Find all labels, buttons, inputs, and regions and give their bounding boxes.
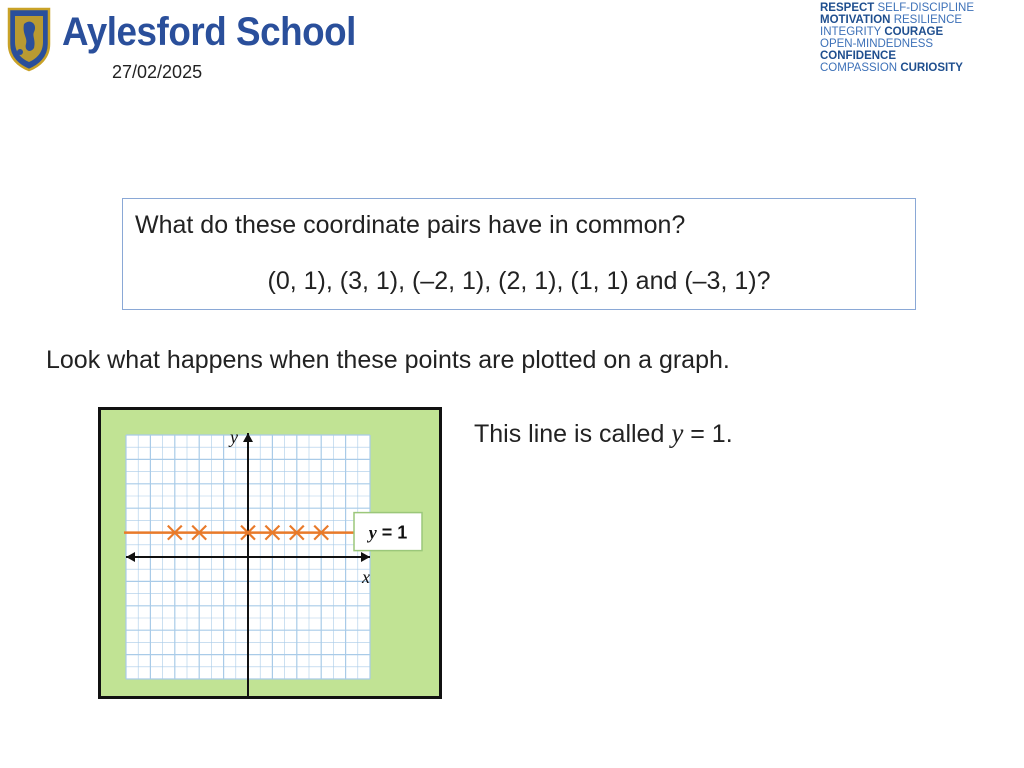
x-axis-label: x	[362, 567, 370, 587]
caption-suffix: = 1.	[683, 420, 733, 448]
line-name-caption	[474, 418, 733, 449]
value-word: CONFIDENCE	[820, 50, 897, 62]
school-crest-logo	[6, 6, 52, 72]
graph-panel	[98, 407, 442, 699]
question-box	[122, 198, 916, 310]
value-word: SELF-DISCIPLINE	[877, 2, 975, 14]
value-word: CURIOSITY	[900, 62, 963, 74]
line-label-text	[367, 523, 408, 543]
line-label-variable: y	[368, 522, 377, 543]
caption-prefix: This line is called	[474, 420, 672, 448]
values-row	[820, 2, 1022, 14]
value-word: RESILIENCE	[893, 14, 963, 26]
coordinate-pairs-text: (0, 1), (3, 1), (–2, 1), (2, 1), (1, 1) and (–3, 1)?	[267, 267, 771, 295]
line-label-equation: = 1	[376, 522, 408, 543]
values-row	[820, 26, 1022, 38]
values-row	[820, 50, 1022, 62]
caption-variable: y	[671, 418, 684, 448]
value-word: COMPASSION	[820, 62, 901, 74]
values-row	[820, 62, 1022, 74]
school-values-logo	[820, 2, 1022, 74]
instruction-text: Look what happens when these points are plotted on a graph.	[46, 346, 730, 374]
slide-date: 27/02/2025	[112, 62, 203, 82]
values-row	[820, 38, 1022, 50]
question-text: What do these coordinate pairs have in common?	[135, 211, 686, 239]
value-word: OPEN-MINDEDNESS	[820, 38, 934, 50]
coordinate-graph	[101, 410, 439, 696]
school-name: Aylesford School	[62, 10, 356, 54]
values-row	[820, 14, 1022, 26]
value-word: INTEGRITY	[820, 26, 885, 38]
value-word: MOTIVATION	[820, 14, 894, 26]
value-word: COURAGE	[884, 26, 944, 38]
y-axis-label: y	[230, 427, 238, 447]
value-word: RESPECT	[820, 2, 878, 14]
